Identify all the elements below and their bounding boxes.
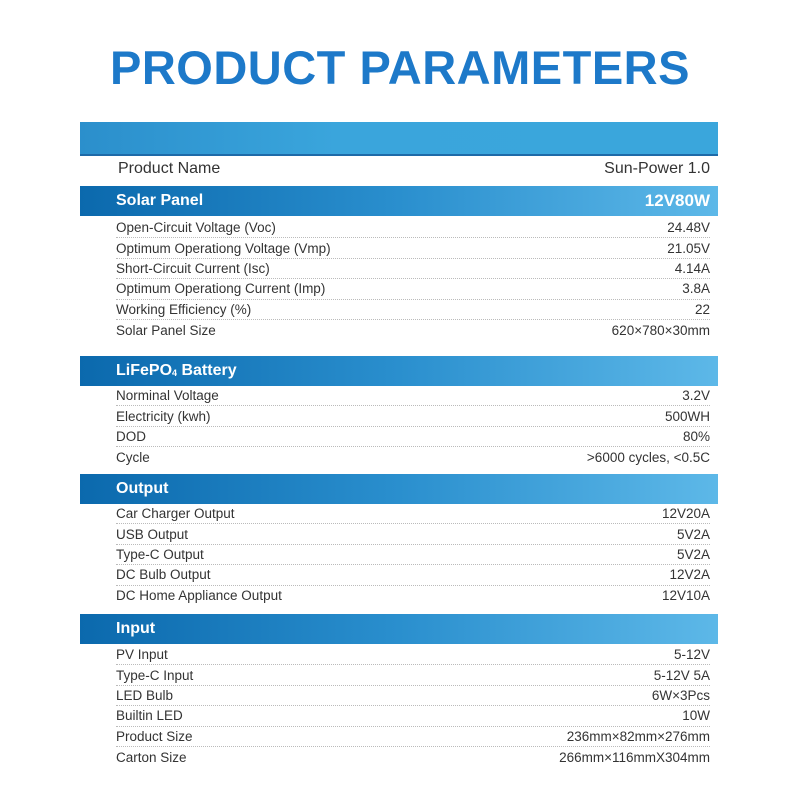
row-label: Product Size [116, 728, 193, 744]
row-label: DC Bulb Output [116, 567, 211, 583]
row-label: DOD [116, 428, 146, 444]
table-row [116, 747, 710, 767]
page-title: PRODUCT PARAMETERS [110, 41, 690, 94]
row-label: DC Home Appliance Output [116, 588, 282, 604]
row-value: 6W×3Pcs [651, 687, 710, 703]
section-title: Output [116, 480, 169, 497]
row-value: >6000 cycles, <0.5C [586, 449, 710, 465]
product-name-label: Product Name [118, 160, 221, 177]
table-row [116, 665, 710, 685]
row-value: 24.48V [667, 220, 710, 236]
battery-rows [116, 386, 710, 468]
section-title: Solar Panel [116, 192, 204, 209]
section-title-text: LiFePO [116, 362, 173, 379]
row-value: 236mm×82mm×276mm [566, 728, 710, 744]
row-value: 21.05V [667, 240, 710, 256]
product-name-value: Sun-Power 1.0 [604, 160, 710, 177]
row-value: 80% [682, 428, 710, 444]
row-label: Builtin LED [116, 708, 183, 724]
table-row [116, 427, 710, 447]
row-label: Norminal Voltage [116, 388, 219, 404]
table-row [116, 259, 710, 279]
row-value: 3.2V [682, 388, 710, 404]
table-row [116, 706, 710, 726]
solar-panel-rows [116, 218, 710, 340]
table-row [116, 279, 710, 299]
row-label: Optimum Operationg Current (Imp) [116, 281, 326, 297]
table-row [116, 386, 710, 406]
table-row [116, 545, 710, 565]
table-row [116, 406, 710, 426]
row-label: Cycle [116, 449, 150, 465]
table-row [116, 504, 710, 524]
table-row [116, 727, 710, 747]
row-label: Type-C Output [116, 546, 204, 562]
section-title-subscript: 4 [172, 368, 178, 378]
section-header-solar-panel [80, 186, 718, 216]
section-title-suffix: Battery [177, 362, 237, 379]
row-label: Carton Size [116, 749, 187, 765]
row-value: 5-12V 5A [653, 667, 710, 683]
table-row [116, 300, 710, 320]
table-row [116, 586, 710, 606]
table-row [116, 565, 710, 585]
row-label: PV Input [116, 647, 168, 663]
section-header-input [80, 614, 718, 644]
row-label: Electricity (kwh) [116, 408, 211, 424]
table-row [116, 238, 710, 258]
row-label: Open-Circuit Voltage (Voc) [116, 220, 276, 236]
section-title: Input [116, 620, 156, 637]
row-value: 4.14A [674, 260, 710, 276]
header-bar [80, 122, 718, 156]
row-value: 5-12V [673, 647, 710, 663]
row-label: Type-C Input [116, 667, 194, 683]
row-value: 12V20A [661, 506, 710, 522]
row-value: 3.8A [682, 281, 710, 297]
table-row [116, 320, 710, 340]
row-value: 12V2A [669, 567, 710, 583]
section-title [116, 362, 237, 380]
row-value: 10W [682, 708, 710, 724]
input-rows [116, 645, 710, 767]
table-row [116, 686, 710, 706]
section-value: 12V80W [644, 191, 710, 210]
row-value: 620×780×30mm [611, 322, 710, 338]
section-header-output [80, 474, 718, 504]
product-name-row [80, 156, 710, 182]
table-row [116, 447, 710, 467]
table-row [116, 645, 710, 665]
table-row [116, 524, 710, 544]
row-value: 12V10A [661, 588, 710, 604]
row-value: 5V2A [676, 526, 710, 542]
row-label: Car Charger Output [116, 506, 235, 522]
row-value: 500WH [664, 408, 710, 424]
row-label: LED Bulb [116, 687, 174, 703]
row-label: Short-Circuit Current (Isc) [116, 260, 270, 276]
row-label: USB Output [116, 526, 189, 542]
row-value: 5V2A [676, 546, 710, 562]
row-label: Solar Panel Size [116, 322, 216, 338]
row-value: 22 [694, 301, 710, 317]
table-row [116, 218, 710, 238]
row-value: 266mm×116mmX304mm [559, 749, 710, 765]
row-label: Working Efficiency (%) [116, 301, 252, 317]
section-header-battery [80, 356, 718, 386]
output-rows [116, 504, 710, 606]
row-label: Optimum Operationg Voltage (Vmp) [116, 240, 331, 256]
